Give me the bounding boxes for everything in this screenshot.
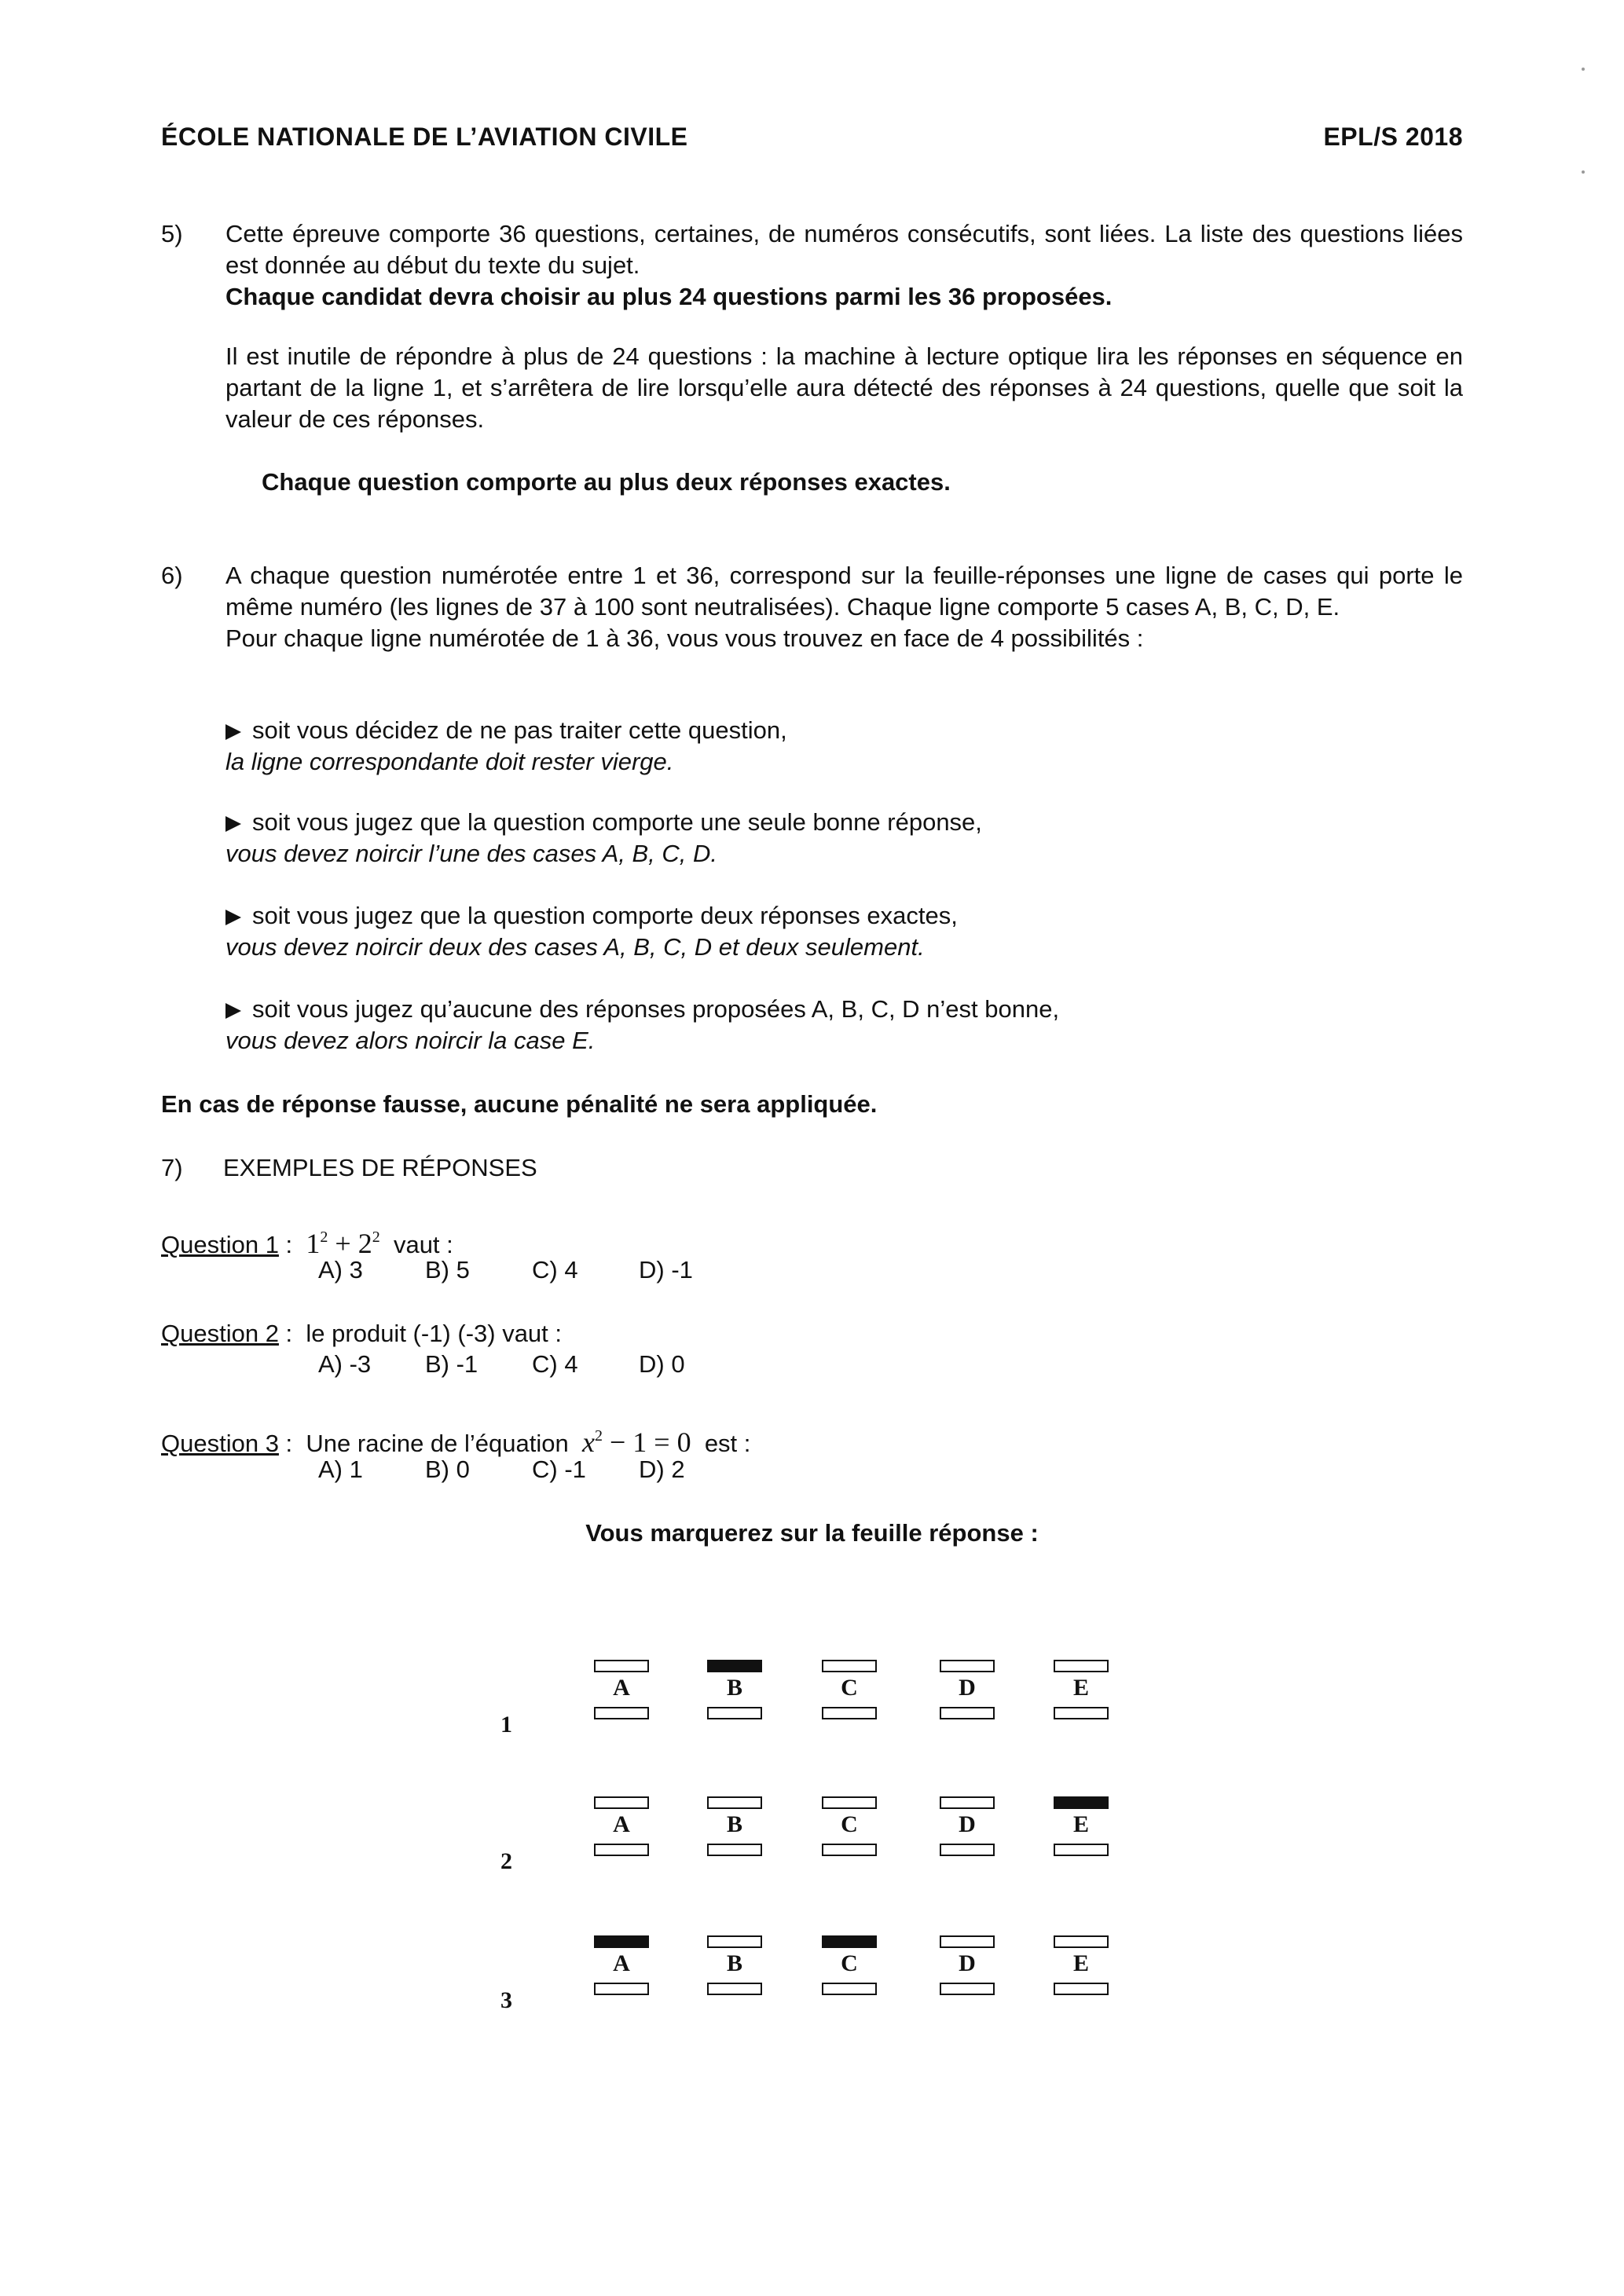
answer-cell-2-d[interactable] [940, 1796, 995, 1859]
cell-letter: D [959, 1950, 976, 1976]
question-label: Question 2 [161, 1320, 279, 1347]
answer-cell-2-e[interactable] [1054, 1796, 1109, 1859]
exam-code: EPL/S 2018 [1323, 123, 1463, 151]
question-math: $1^2 + 2^2$ [306, 1228, 380, 1259]
answer-cell-2-c[interactable] [822, 1796, 877, 1859]
cell-letter: B [726, 1675, 742, 1701]
cell-letter: B [726, 1811, 742, 1837]
empty-box [822, 1983, 877, 1995]
empty-box [940, 1707, 995, 1719]
cell-letter: D [959, 1675, 976, 1701]
cell-letter: A [613, 1950, 630, 1976]
cell-letter: E [1072, 1675, 1089, 1701]
question-label: Question 1 [161, 1231, 279, 1258]
answer-option: D) 2 [639, 1456, 685, 1483]
sheet-title: Vous marquerez sur la feuille réponse : [585, 1519, 1039, 1547]
answer-option: B) 0 [425, 1456, 470, 1483]
empty-box [822, 1796, 877, 1809]
school-name: ÉCOLE NATIONALE DE L’AVIATION CIVILE [161, 123, 688, 151]
question-suffix: est : [704, 1430, 751, 1457]
answer-cell-2-b[interactable] [707, 1796, 762, 1859]
option-instruction: la ligne correspondante doit rester vierge. [225, 748, 674, 775]
answer-option: C) 4 [532, 1350, 578, 1378]
question-colon: : [278, 1320, 293, 1347]
cell-letter: C [841, 1675, 858, 1701]
empty-box [707, 1935, 762, 1948]
cell-letter: A [613, 1811, 630, 1837]
empty-box [1054, 1844, 1109, 1856]
option-line: soit vous jugez qu’aucune des réponses proposées A, B, C, D n’est bonne, [252, 995, 1060, 1023]
cell-letter: B [726, 1950, 742, 1976]
answer-option: A) 1 [318, 1456, 363, 1483]
section-5-paragraph: Il est inutile de répondre à plus de 24 questions : la machine à lecture optique lira les réponses en séquence en partant de la ligne 1, et s’arrêtera de lire lorsqu’elle aura détecté des réponses à 24 questions, quelle que soit la valeur de ces réponses. [225, 342, 1463, 433]
sheet-row-number: 1 [500, 1712, 512, 1738]
cell-letter: C [841, 1950, 858, 1976]
option-instruction: vous devez alors noircir la case E. [225, 1027, 596, 1054]
empty-box [1054, 1935, 1109, 1948]
answer-cell-3-a[interactable] [594, 1935, 649, 1998]
answer-cell-3-c[interactable] [822, 1935, 877, 1998]
empty-box [940, 1660, 995, 1672]
section-5-emphasis: Chaque question comporte au plus deux réponses exactes. [262, 468, 951, 496]
empty-box [594, 1796, 649, 1809]
question-math: $x^2 - 1 = 0$ [581, 1426, 691, 1458]
filled-box [822, 1935, 877, 1948]
section-7-title: EXEMPLES DE RÉPONSES [223, 1154, 537, 1181]
question-text: le produit (-1) (-3) vaut : [306, 1320, 563, 1347]
answer-cell-3-b[interactable] [707, 1935, 762, 1998]
cell-letter: E [1072, 1950, 1089, 1976]
question-colon: : [278, 1231, 293, 1258]
empty-box [594, 1983, 649, 1995]
empty-box [940, 1983, 995, 1995]
option-line: soit vous jugez que la question comporte deux réponses exactes, [252, 902, 958, 929]
answer-option: B) 5 [425, 1256, 470, 1283]
section-7-number: 7) [161, 1154, 183, 1181]
empty-box [594, 1844, 649, 1856]
answer-option: C) 4 [532, 1256, 578, 1283]
answer-option: B) -1 [425, 1350, 478, 1378]
empty-box [822, 1707, 877, 1719]
filled-box [707, 1660, 762, 1672]
section-5-bold-line: Chaque candidat devra choisir au plus 24 questions parmi les 36 proposées. [225, 283, 1113, 310]
option-instruction: vous devez noircir deux des cases A, B, C, D et deux seulement. [225, 933, 925, 961]
empty-box [594, 1660, 649, 1672]
answer-cell-1-a[interactable] [594, 1660, 649, 1723]
section-6-text: A chaque question numérotée entre 1 et 36, correspond sur la feuille-réponses une ligne de cases qui porte le même numéro (les lignes de 37 à 100 sont neutralisées). Chaque ligne comporte 5 cases A, B, C, D, E. [225, 562, 1463, 621]
empty-box [1054, 1983, 1109, 1995]
empty-box [1054, 1660, 1109, 1672]
answer-cell-1-e[interactable] [1054, 1660, 1109, 1723]
cell-letter: A [613, 1675, 630, 1701]
empty-box [707, 1707, 762, 1719]
empty-box [822, 1844, 877, 1856]
answer-cell-3-e[interactable] [1054, 1935, 1109, 1998]
option-line: soit vous jugez que la question comporte une seule bonne réponse, [252, 808, 982, 836]
empty-box [707, 1796, 762, 1809]
sheet-row-number: 2 [500, 1848, 512, 1874]
filled-box [594, 1935, 649, 1948]
question-colon: : [278, 1430, 293, 1457]
answer-option: A) -3 [318, 1350, 372, 1378]
empty-box [940, 1796, 995, 1809]
filled-box [1054, 1796, 1109, 1809]
option-instruction: vous devez noircir l’une des cases A, B, C, D. [225, 840, 718, 867]
cell-letter: C [841, 1811, 858, 1837]
empty-box [707, 1844, 762, 1856]
section-6-intro: Pour chaque ligne numérotée de 1 à 36, vous vous trouvez en face de 4 possibilités : [225, 624, 1144, 652]
answer-cell-3-d[interactable] [940, 1935, 995, 1998]
answer-option: D) 0 [639, 1350, 685, 1378]
question-text: Une racine de l’équation [306, 1430, 569, 1457]
sheet-row-number: 3 [500, 1987, 512, 2013]
empty-box [1054, 1707, 1109, 1719]
penalty-note: En cas de réponse fausse, aucune pénalité ne sera appliquée. [161, 1090, 878, 1118]
section-5-text: Cette épreuve comporte 36 questions, certaines, de numéros consécutifs, sont liées. La liste des questions liées est donnée au début du texte du sujet. [225, 220, 1463, 279]
answer-cell-1-b[interactable] [707, 1660, 762, 1723]
section-6-number: 6) [161, 562, 183, 589]
cell-letter: E [1072, 1811, 1089, 1837]
section-5-number: 5) [161, 220, 183, 247]
answer-cell-2-a[interactable] [594, 1796, 649, 1859]
answer-cell-1-c[interactable] [822, 1660, 877, 1723]
empty-box [940, 1935, 995, 1948]
option-line: soit vous décidez de ne pas traiter cette question, [252, 716, 787, 744]
question-label: Question 3 [161, 1430, 279, 1457]
answer-option: A) 3 [318, 1256, 363, 1283]
answer-cell-1-d[interactable] [940, 1660, 995, 1723]
empty-box [594, 1707, 649, 1719]
empty-box [940, 1844, 995, 1856]
question-suffix: vaut : [393, 1231, 453, 1258]
empty-box [822, 1660, 877, 1672]
answer-option: C) -1 [532, 1456, 586, 1483]
answer-option: D) -1 [639, 1256, 693, 1283]
empty-box [707, 1983, 762, 1995]
cell-letter: D [959, 1811, 976, 1837]
